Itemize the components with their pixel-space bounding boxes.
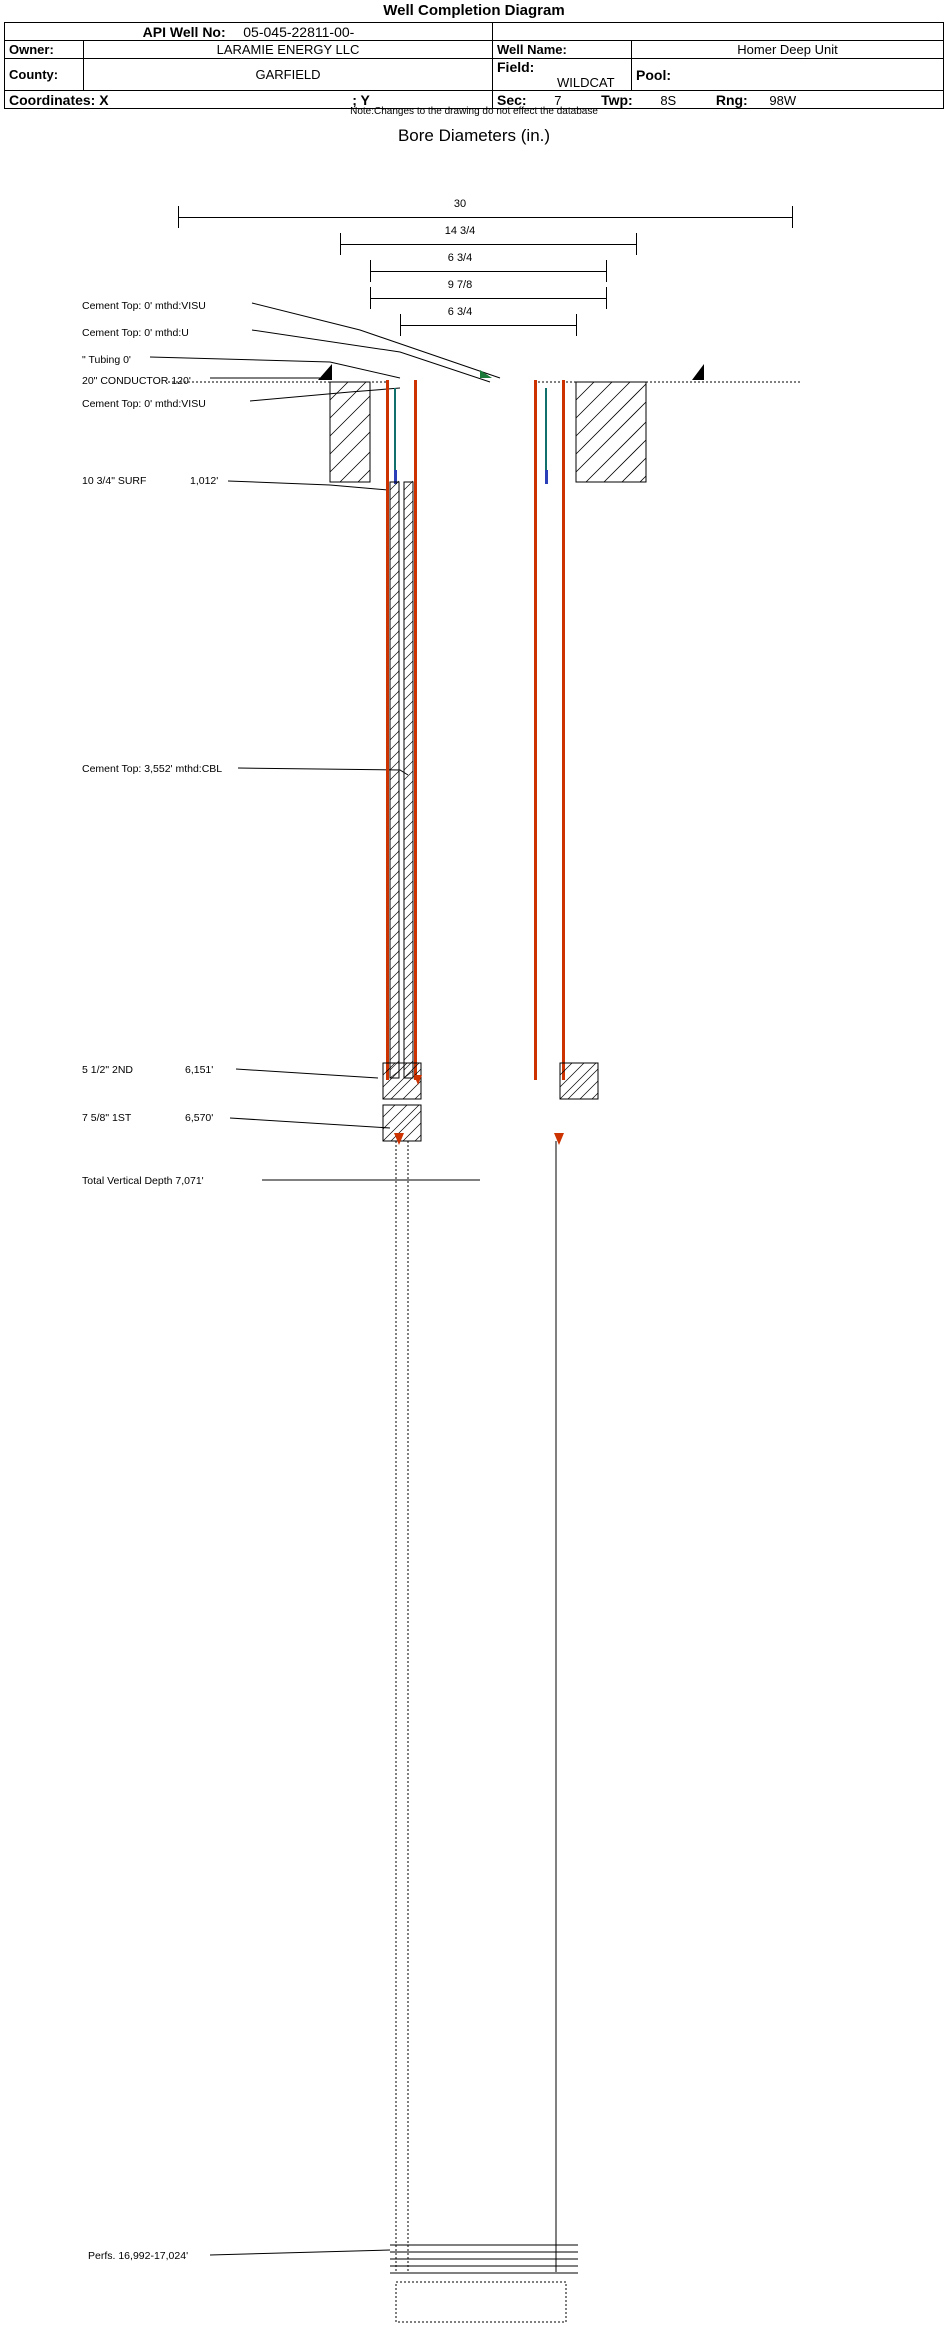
annotation-first-depth: 6,570' [185,1112,214,1124]
packer-mark-right [545,470,548,484]
api-label: API Well No: [142,23,226,40]
dim-label-3: 9 7/8 [447,279,473,291]
annotation-surf-depth: 1,012' [190,475,219,487]
casing-string-left-outer-a [386,380,389,1080]
api-blank-cell [493,23,944,41]
shoe-second-right [560,1063,598,1099]
green-marker [480,370,492,378]
wellname-value: Homer Deep Unit [632,41,944,59]
annotation-conductor: 20" CONDUCTOR 120' [82,375,191,387]
table-row-county [5,59,944,91]
dim-label-0: 30 [453,198,467,210]
conductor-marker-left [318,364,332,380]
owner-value: LARAMIE ENERGY LLC [84,41,493,59]
annotation-tubing: " Tubing 0' [82,354,131,366]
field-label: Field: [497,59,535,75]
dim-tick-0a [178,206,179,228]
packer-mark-left [394,470,397,484]
dim-tick-4b [576,314,577,336]
annotation-second-depth: 6,151' [185,1064,214,1076]
shoe-first-hatch-left [383,1105,421,1141]
header-table [4,22,944,109]
wellname-label: Well Name: [493,41,632,59]
annotation-second: 5 1/2" 2ND [82,1064,134,1076]
shoe-marker-first-left [394,1133,404,1145]
county-value: GARFIELD [84,59,493,91]
dim-line-2 [370,271,606,272]
table-row-api [5,23,944,41]
dim-label-2: 6 3/4 [447,252,473,264]
perf-zone [390,2245,578,2273]
shoe-second-left [383,1063,421,1099]
annotation-cement-top-cbl: Cement Top: 3,552' mthd:CBL [82,763,223,775]
annotation-first: 7 5/8" 1ST [82,1112,132,1124]
casing-string-right-outer-b [562,380,565,1080]
annulus-hatch-left [390,482,413,1078]
surface-cement-hatch-right [576,382,646,482]
page-title: Well Completion Diagram [383,2,565,19]
conductor-marker-right [692,364,704,380]
pool-value [671,68,679,83]
field-value: WILDCAT [557,75,615,90]
casing-string-right-outer-a [534,380,537,1080]
annotation-surf: 10 3/4" SURF [82,475,147,487]
owner-label: Owner: [5,41,84,59]
dim-line-1 [340,244,636,245]
annotation-cement-top-1: Cement Top: 0' mthd:VISU [82,300,206,312]
rng-label: Rng: [715,91,748,108]
shoe-marker-second-left [414,1075,422,1085]
dim-line-3 [370,298,606,299]
pool-label: Pool: [636,66,671,83]
dim-tick-2b [606,260,607,282]
dim-label-4: 6 3/4 [447,306,473,318]
annotation-perfs: Perfs. 16,992-17,024' [88,2250,189,2262]
rng-value: 98W [769,92,797,108]
dim-tick-1b [636,233,637,255]
disclaimer-note: Note:Changes to the drawing do not effect the database [350,106,598,117]
annotation-cement-top-2: Cement Top: 0' mthd:U [82,327,189,339]
dim-line-4 [400,325,576,326]
coordinates-y-label: ; Y [352,91,370,108]
dim-line-0 [178,217,792,218]
dim-tick-4a [400,314,401,336]
field-cell [493,59,632,91]
annulus-hatch-fill-left [390,481,413,1078]
api-cell [5,23,493,41]
leader-lines [150,303,500,2255]
surface-cement-right [576,382,646,482]
county-label: County: [5,59,84,91]
sec-value: 7 [554,92,562,108]
surface-cement-hatch-left [330,382,370,482]
dim-tick-3b [606,287,607,309]
api-value: 05-045-22811-00- [243,23,355,40]
annotation-tvd: Total Vertical Depth 7,071' [82,1175,204,1187]
pool-cell [632,59,944,91]
shoe-first-left [383,1105,421,1141]
tubing-left [394,388,396,482]
dim-label-1: 14 3/4 [444,225,476,237]
annotation-cement-top-3: Cement Top: 0' mthd:VISU [82,398,206,410]
bore-diameters-title: Bore Diameters (in.) [397,126,551,145]
coordinates-label: Coordinates: X [9,91,109,108]
twp-value: 8S [660,92,677,108]
bottom-hole-box [396,2282,566,2322]
shoe-second-hatch-left [383,1063,421,1099]
twp-label: Twp: [601,91,633,108]
dim-tick-1a [340,233,341,255]
sec-label: Sec: [497,91,527,108]
shoe-marker-right [554,1133,564,1145]
tubing-right [545,388,547,482]
table-row-owner [5,41,944,59]
dim-tick-2a [370,260,371,282]
casing-string-left-outer-b [414,380,417,1080]
dim-tick-0b [792,206,793,228]
shoe-second-hatch-right [560,1063,598,1099]
dim-tick-3a [370,287,371,309]
surface-cement-left [330,382,370,482]
